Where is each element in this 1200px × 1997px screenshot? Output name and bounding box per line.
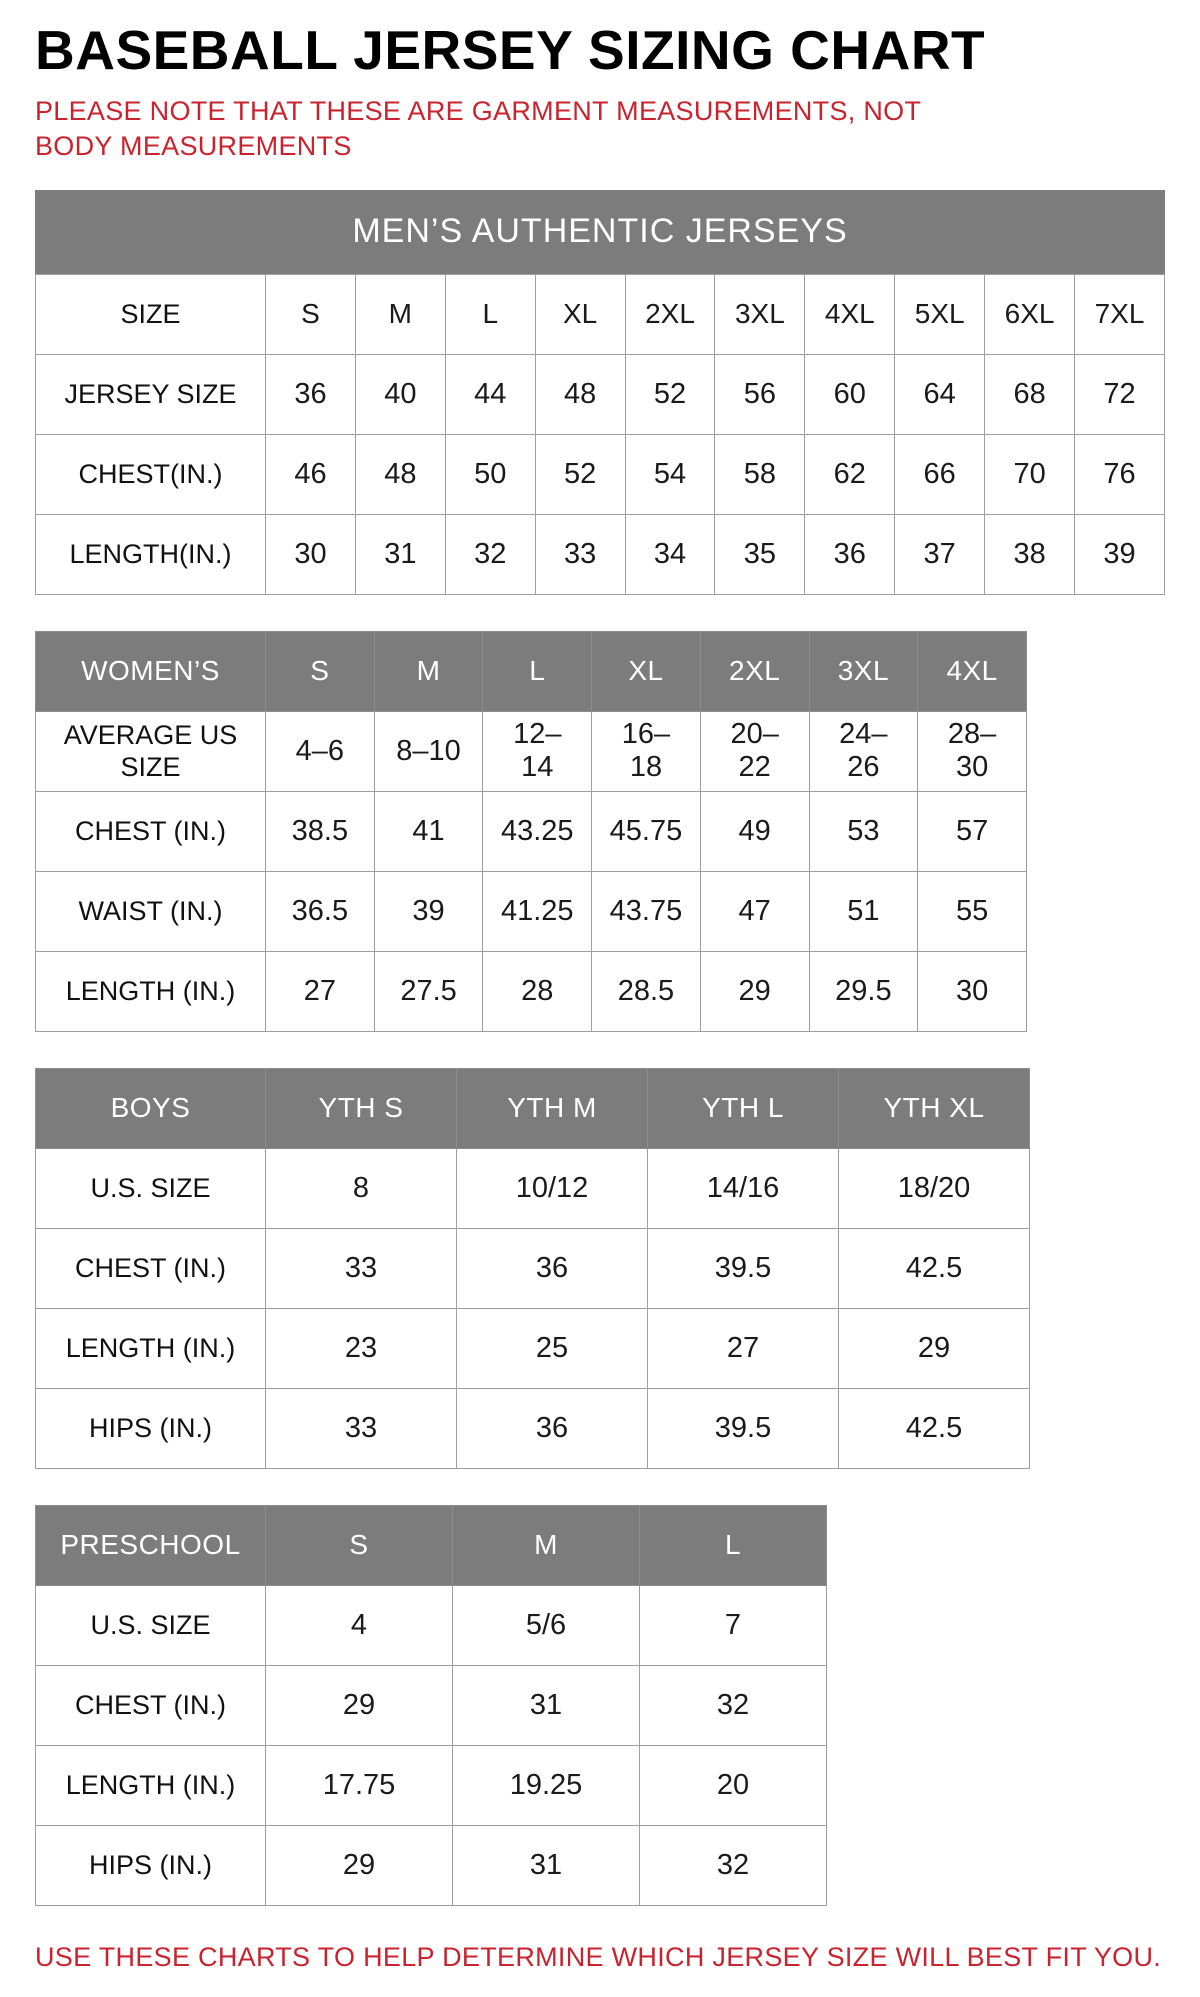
table-row	[36, 274, 1165, 354]
column-header: 2XL	[700, 631, 809, 711]
cell-value: 33	[535, 514, 625, 594]
table-row	[36, 434, 1165, 514]
cell-value: 31	[453, 1665, 640, 1745]
cell-value: 33	[266, 1388, 457, 1468]
column-header: YTH M	[457, 1068, 648, 1148]
cell-value: 41	[374, 791, 483, 871]
cell-value: 41.25	[483, 871, 592, 951]
cell-value: 42.5	[839, 1228, 1030, 1308]
table-row	[36, 1308, 1030, 1388]
row-label: U.S. SIZE	[36, 1148, 266, 1228]
cell-value: L	[445, 274, 535, 354]
cell-value: 46	[266, 434, 356, 514]
table-row	[36, 514, 1165, 594]
cell-value: 16–18	[592, 711, 701, 791]
cell-value: 28	[483, 951, 592, 1031]
table-row	[36, 871, 1027, 951]
table-row	[36, 1228, 1030, 1308]
cell-value: 55	[918, 871, 1027, 951]
row-label: WAIST (IN.)	[36, 871, 266, 951]
cell-value: 49	[700, 791, 809, 871]
cell-value: 29.5	[809, 951, 918, 1031]
cell-value: 17.75	[266, 1745, 453, 1825]
cell-value: 27	[266, 951, 375, 1031]
table-row	[36, 1148, 1030, 1228]
cell-value: 12–14	[483, 711, 592, 791]
mens-sizing-table	[35, 274, 1165, 595]
preschool-table-label: PRESCHOOL	[36, 1505, 266, 1585]
column-header: 3XL	[809, 631, 918, 711]
womens-table-label: WOMEN’S	[36, 631, 266, 711]
row-label: SIZE	[36, 274, 266, 354]
cell-value: 39.5	[648, 1228, 839, 1308]
cell-value: XL	[535, 274, 625, 354]
cell-value: 36.5	[266, 871, 375, 951]
page-title: BASEBALL JERSEY SIZING CHART	[35, 19, 986, 81]
row-label: HIPS (IN.)	[36, 1388, 266, 1468]
preschool-table-section	[35, 1505, 1165, 1906]
cell-value: 7	[640, 1585, 827, 1665]
cell-value: 58	[715, 434, 805, 514]
cell-value: M	[355, 274, 445, 354]
column-header: L	[640, 1505, 827, 1585]
cell-value: 20–22	[700, 711, 809, 791]
cell-value: 51	[809, 871, 918, 951]
cell-value: 5/6	[453, 1585, 640, 1665]
cell-value: 27	[648, 1308, 839, 1388]
cell-value: 43.25	[483, 791, 592, 871]
row-label: LENGTH (IN.)	[36, 1745, 266, 1825]
cell-value: 31	[355, 514, 445, 594]
cell-value: 38	[985, 514, 1075, 594]
cell-value: 42.5	[839, 1388, 1030, 1468]
table-row	[36, 354, 1165, 434]
cell-value: 36	[457, 1228, 648, 1308]
column-header: M	[374, 631, 483, 711]
cell-value: 31	[453, 1825, 640, 1905]
cell-value: 36	[805, 514, 895, 594]
cell-value: 68	[985, 354, 1075, 434]
row-label: LENGTH (IN.)	[36, 1308, 266, 1388]
cell-value: 32	[640, 1825, 827, 1905]
cell-value: 40	[355, 354, 445, 434]
cell-value: 37	[895, 514, 985, 594]
womens-table-section	[35, 631, 1165, 1032]
cell-value: 66	[895, 434, 985, 514]
cell-value: 76	[1075, 434, 1165, 514]
cell-value: 4	[266, 1585, 453, 1665]
preschool-sizing-table	[35, 1505, 827, 1906]
cell-value: 8–10	[374, 711, 483, 791]
cell-value: 72	[1075, 354, 1165, 434]
cell-value: 62	[805, 434, 895, 514]
cell-value: S	[266, 274, 356, 354]
cell-value: 3XL	[715, 274, 805, 354]
column-header: YTH L	[648, 1068, 839, 1148]
cell-value: 33	[266, 1228, 457, 1308]
cell-value: 60	[805, 354, 895, 434]
cell-value: 6XL	[985, 274, 1075, 354]
cell-value: 5XL	[895, 274, 985, 354]
cell-value: 24–26	[809, 711, 918, 791]
column-header: S	[266, 1505, 453, 1585]
womens-sizing-table	[35, 631, 1027, 1032]
cell-value: 56	[715, 354, 805, 434]
cell-value: 29	[266, 1825, 453, 1905]
cell-value: 43.75	[592, 871, 701, 951]
cell-value: 45.75	[592, 791, 701, 871]
cell-value: 36	[266, 354, 356, 434]
column-header: YTH S	[266, 1068, 457, 1148]
cell-value: 64	[895, 354, 985, 434]
cell-value: 29	[839, 1308, 1030, 1388]
cell-value: 70	[985, 434, 1075, 514]
cell-value: 29	[266, 1665, 453, 1745]
preschool-header-row	[36, 1505, 827, 1585]
boys-table-section	[35, 1068, 1165, 1469]
cell-value: 32	[445, 514, 535, 594]
column-header: YTH XL	[839, 1068, 1030, 1148]
cell-value: 10/12	[457, 1148, 648, 1228]
cell-value: 39	[1075, 514, 1165, 594]
cell-value: 18/20	[839, 1148, 1030, 1228]
cell-value: 48	[355, 434, 445, 514]
row-label: LENGTH(IN.)	[36, 514, 266, 594]
table-row	[36, 1825, 827, 1905]
row-label: CHEST (IN.)	[36, 791, 266, 871]
cell-value: 52	[535, 434, 625, 514]
row-label: CHEST (IN.)	[36, 1665, 266, 1745]
row-label: CHEST (IN.)	[36, 1228, 266, 1308]
mens-table-title-banner: MEN’S AUTHENTIC JERSEYS	[35, 190, 1165, 274]
cell-value: 32	[640, 1665, 827, 1745]
cell-value: 4–6	[266, 711, 375, 791]
cell-value: 52	[625, 354, 715, 434]
cell-value: 14/16	[648, 1148, 839, 1228]
row-label: HIPS (IN.)	[36, 1825, 266, 1905]
column-header: S	[266, 631, 375, 711]
cell-value: 36	[457, 1388, 648, 1468]
cell-value: 29	[700, 951, 809, 1031]
column-header: M	[453, 1505, 640, 1585]
row-label: JERSEY SIZE	[36, 354, 266, 434]
cell-value: 19.25	[453, 1745, 640, 1825]
mens-table-section	[35, 190, 1165, 595]
cell-value: 2XL	[625, 274, 715, 354]
garment-measurement-note: PLEASE NOTE THAT THESE ARE GARMENT MEASUREMENTS, NOT BODY MEASUREMENTS	[35, 95, 921, 161]
cell-value: 50	[445, 434, 535, 514]
cell-value: 39	[374, 871, 483, 951]
cell-value: 28–30	[918, 711, 1027, 791]
cell-value: 8	[266, 1148, 457, 1228]
column-header: XL	[592, 631, 701, 711]
cell-value: 23	[266, 1308, 457, 1388]
cell-value: 38.5	[266, 791, 375, 871]
cell-value: 20	[640, 1745, 827, 1825]
cell-value: 34	[625, 514, 715, 594]
cell-value: 54	[625, 434, 715, 514]
cell-value: 27.5	[374, 951, 483, 1031]
cell-value: 47	[700, 871, 809, 951]
boys-sizing-table	[35, 1068, 1030, 1469]
table-row	[36, 1665, 827, 1745]
table-row	[36, 951, 1027, 1031]
table-row	[36, 711, 1027, 791]
cell-value: 39.5	[648, 1388, 839, 1468]
cell-value: 48	[535, 354, 625, 434]
cell-value: 4XL	[805, 274, 895, 354]
cell-value: 28.5	[592, 951, 701, 1031]
cell-value: 35	[715, 514, 805, 594]
cell-value: 57	[918, 791, 1027, 871]
cell-value: 25	[457, 1308, 648, 1388]
cell-value: 44	[445, 354, 535, 434]
table-row	[36, 1745, 827, 1825]
row-label: AVERAGE US SIZE	[36, 711, 266, 791]
cell-value: 53	[809, 791, 918, 871]
boys-table-label: BOYS	[36, 1068, 266, 1148]
cell-value: 7XL	[1075, 274, 1165, 354]
row-label: LENGTH (IN.)	[36, 951, 266, 1031]
cell-value: 30	[918, 951, 1027, 1031]
table-row	[36, 1585, 827, 1665]
column-header: L	[483, 631, 592, 711]
table-row	[36, 1388, 1030, 1468]
cell-value: 30	[266, 514, 356, 594]
table-row	[36, 791, 1027, 871]
column-header: 4XL	[918, 631, 1027, 711]
row-label: U.S. SIZE	[36, 1585, 266, 1665]
boys-header-row	[36, 1068, 1030, 1148]
row-label: CHEST(IN.)	[36, 434, 266, 514]
footer-note: USE THESE CHARTS TO HELP DETERMINE WHICH JERSEY SIZE WILL BEST FIT YOU.	[35, 1941, 1162, 1972]
womens-header-row	[36, 631, 1027, 711]
